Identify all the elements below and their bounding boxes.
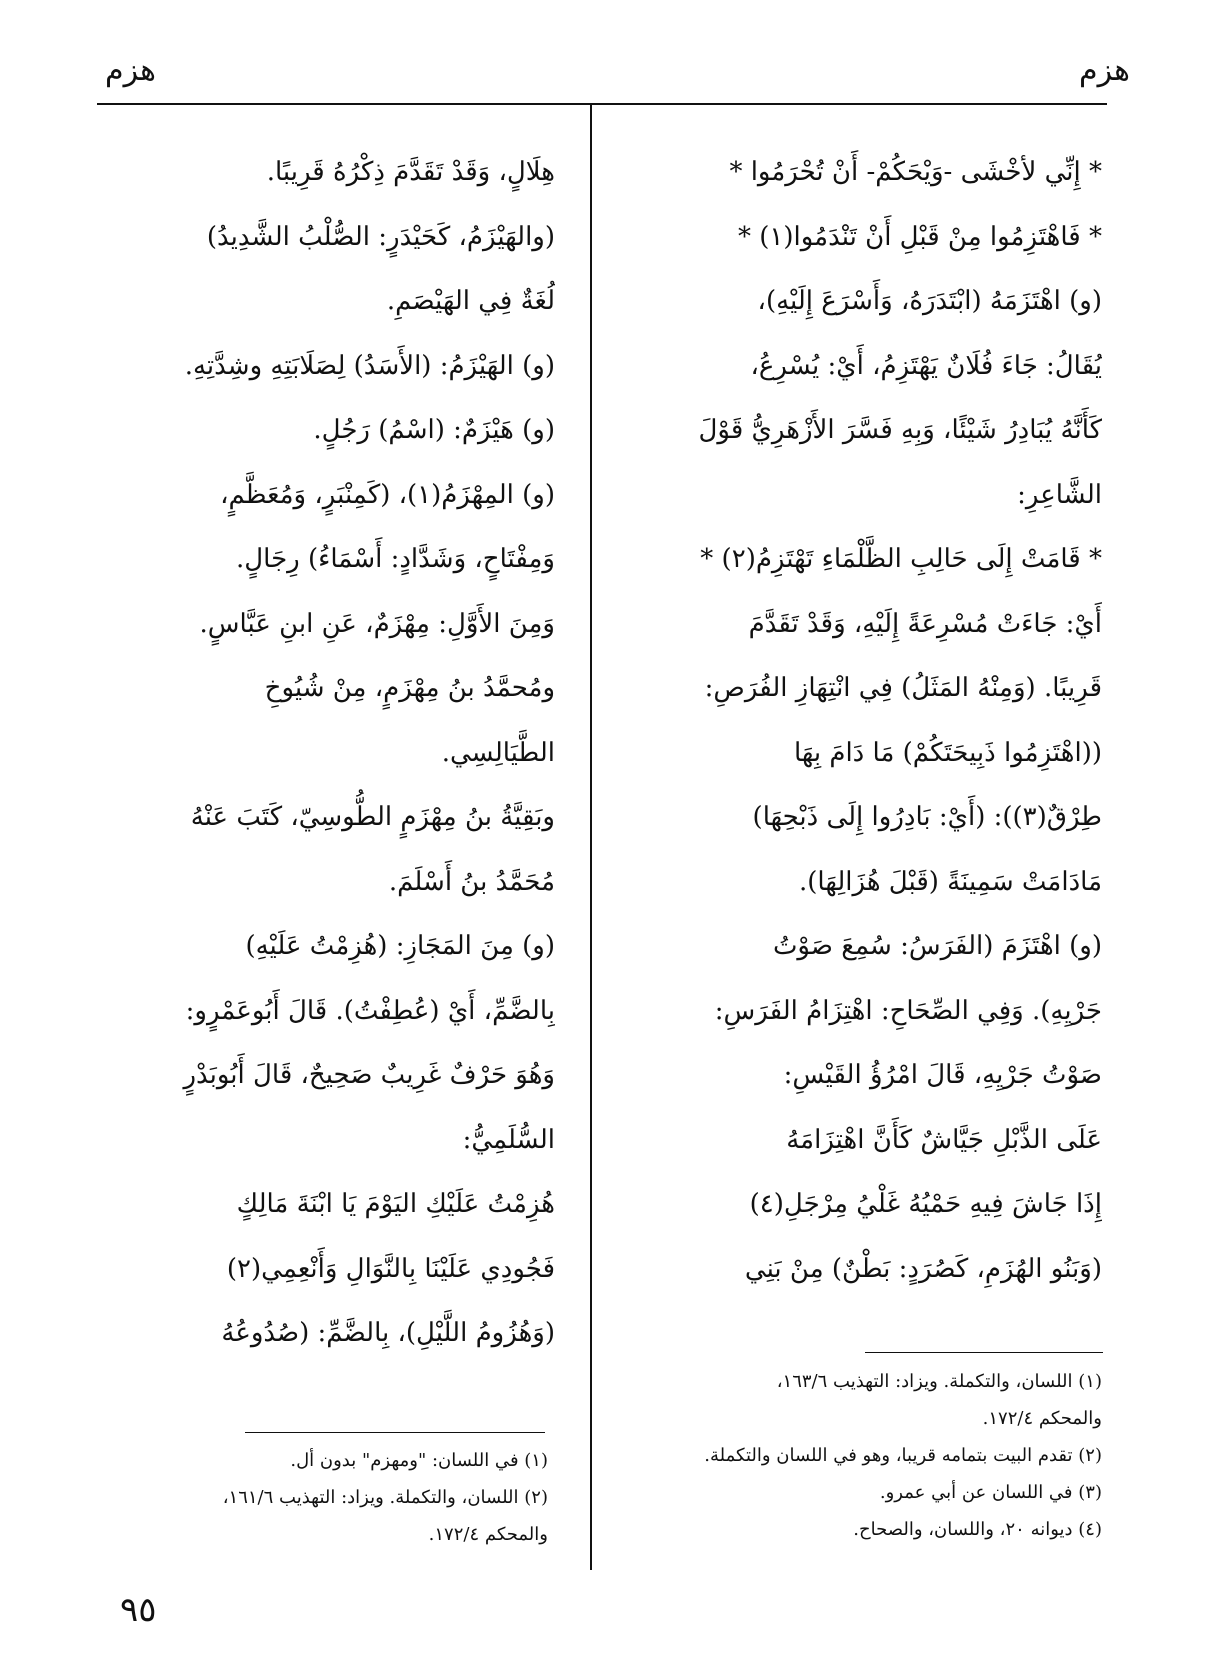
text-line: (و) اهْتَزَمَ (الفَرَسُ: سُمِعَ صَوْتُ: [772, 931, 1102, 961]
left-column-footnotes: [88, 1442, 548, 1553]
text-line: الشَّاعِرِ:: [1017, 479, 1102, 510]
text-line: السُّلَمِيُّ:: [462, 1124, 555, 1155]
page-number: ٩٥: [120, 1590, 157, 1630]
text-line: (و) اهْتَزَمَهُ (ابْتَدَرَهُ، وَأَسْرَعَ إِلَيْهِ)،: [757, 286, 1102, 316]
text-line: أَيْ: جَاءَتْ مُسْرِعَةً إِلَيْهِ، وَقَدْ تَقَدَّمَ: [748, 608, 1102, 639]
text-line: * إِنِّي لأخْشَى -وَيْحَكُمْ- أَنْ تُحْرَمُوا *: [729, 157, 1102, 187]
text-line: صَوْتُ جَرْيِهِ، قَالَ امْرُؤُ القَيْسِ:: [783, 1060, 1102, 1090]
footnote-line: (٤) ديوانه ٢٠، واللسان، والصحاح.: [853, 1519, 1102, 1540]
text-line: ((اهْتَزِمُوا ذَبِيحَتَكُمْ) مَا دَامَ بِهَا: [793, 737, 1102, 768]
text-line: (وَبَنُو الهُزَمِ، كَصُرَدٍ: بَطْنٌ) مِنْ بَنِي: [744, 1253, 1102, 1284]
text-line: جَرْيِهِ). وَفِي الصِّحَاحِ: اهْتِزَامُ الفَرَسِ:: [714, 995, 1102, 1026]
text-line: (و) هَيْزَمٌ: (اسْمُ) رَجُلٍ.: [313, 415, 555, 445]
text-line: بِالضَّمِّ، أَيْ (عُطِفْتُ). قَالَ أَبُوعَمْرٍو:: [185, 995, 555, 1026]
text-line: (وَهُزُومُ اللَّيْلِ)، بِالضَّمِّ: (صُدُوعُهُ: [221, 1318, 555, 1348]
text-line: قَرِيبًا. (وَمِنْهُ المَثَلُ) فِي انْتِهَازِ الفُرَصِ:: [704, 673, 1102, 703]
text-line: (و) المِهْزَمُ(١)، (كَمِنْبَرٍ، وَمُعَظَّمٍ،: [220, 479, 555, 510]
footnote-line: (٢) اللسان، والتكملة. ويزاد: التهذيب ١٦١/٦،: [222, 1487, 548, 1508]
footnote-divider-left: [245, 1432, 545, 1433]
text-line: * فَاهْتَزِمُوا مِنْ قَبْلِ أَنْ تَنْدَمُوا(١) *: [737, 221, 1102, 252]
text-line: يُقَالُ: جَاءَ فُلَانٌ يَهْتَزِمُ، أَيْ: يُسْرِعُ،: [750, 350, 1102, 381]
text-line: وبَقِيَّةُ بنُ مِهْزَمٍ الطُّوسِيّ، كَتَبَ عَنْهُ: [190, 802, 555, 832]
footnote-divider-right: [865, 1352, 1103, 1353]
text-line: إِذَا جَاشَ فِيهِ حَمْيُهُ غَلْيُ مِرْجَلِ(٤): [749, 1189, 1102, 1219]
text-line: وَمِنَ الأَوَّلِ: مِهْزَمٌ، عَنِ ابنِ عَبَّاسٍ.: [199, 608, 555, 639]
right-column-text: [617, 140, 1102, 1301]
footnote-line: (١) في اللسان: "ومهزم" بدون أل.: [290, 1450, 548, 1471]
footnote-line: (٣) في اللسان عن أبي عمرو.: [879, 1482, 1102, 1503]
text-line: الطَّيَالِسِي.: [441, 737, 555, 768]
footnote-line: والمحكم ١٧٢/٤.: [982, 1408, 1102, 1429]
text-line: وَمِفْتَاحٍ، وَشَدَّادٍ: أَسْمَاءُ) رِجَالٍ.: [236, 544, 555, 574]
text-line: مُحَمَّدُ بنُ أَسْلَمَ.: [388, 866, 555, 897]
text-line: طِرْقٌ(٣)): (أَيْ: بَادِرُوا إِلَى ذَبْحِهَا): [752, 802, 1102, 832]
text-line: كَأَنَّهُ يُبَادِرُ شَيْئًا، وَبِهِ فَسَّرَ الأَزْهَرِيُّ قَوْلَ: [698, 415, 1102, 445]
right-column-footnotes: [617, 1363, 1102, 1548]
text-line: وَهُوَ حَرْفٌ غَرِيبٌ صَحِيحٌ، قَالَ أَبُوبَدْرٍ: [183, 1060, 555, 1090]
text-line: ومُحمَّدُ بنُ مِهْزَمٍ، مِنْ شُيُوخِ: [264, 673, 555, 703]
header-keyword-left: هزم: [105, 53, 156, 88]
text-line: لُغَةٌ فِي الهَيْصَمِ.: [386, 286, 555, 316]
text-line: مَادَامَتْ سَمِينَةً (قَبْلَ هُزَالِهَا).: [799, 866, 1102, 897]
text-line: (و) الهَيْزَمُ: (الأَسَدُ) لِصَلَابَتِهِ وشِدَّتِهِ.: [184, 350, 555, 381]
text-line: (والهَيْزَمُ، كَحَيْدَرٍ: الصُّلْبُ الشَّدِيدُ): [206, 221, 555, 252]
text-line: هُزِمْتُ عَلَيْكِ اليَوْمَ يَا ابْنَةَ مَالِكٍ: [236, 1189, 555, 1219]
text-line: * قَامَتْ إِلَى حَالِبِ الظَّلْمَاءِ تَهْتَزِمُ(٢) *: [700, 544, 1102, 574]
footnote-line: (١) اللسان، والتكملة. ويزاد: التهذيب ١٦٣/٦،: [776, 1371, 1102, 1392]
header-divider: [97, 103, 1107, 105]
footnote-line: والمحكم ١٧٢/٤.: [428, 1524, 548, 1545]
header-keyword-right: هزم: [1079, 53, 1130, 88]
column-divider: [590, 105, 592, 1570]
text-line: فَجُودِي عَلَيْنَا بِالنَّوَالِ وَأَنْعِمِي(٢): [226, 1253, 555, 1284]
text-line: عَلَى الذَّبْلِ جَيَّاشٌ كَأَنَّ اهْتِزَامَهُ: [786, 1124, 1102, 1155]
left-column-text: [90, 140, 555, 1366]
text-line: هِلَالٍ، وَقَدْ تَقَدَّمَ ذِكْرُهُ قَرِيبًا.: [266, 157, 555, 187]
footnote-line: (٢) تقدم البيت بتمامه قريبا، وهو في اللسان والتكملة.: [704, 1445, 1102, 1466]
text-line: (و) مِنَ المَجَازِ: (هُزِمْتُ عَلَيْهِ): [245, 931, 555, 961]
